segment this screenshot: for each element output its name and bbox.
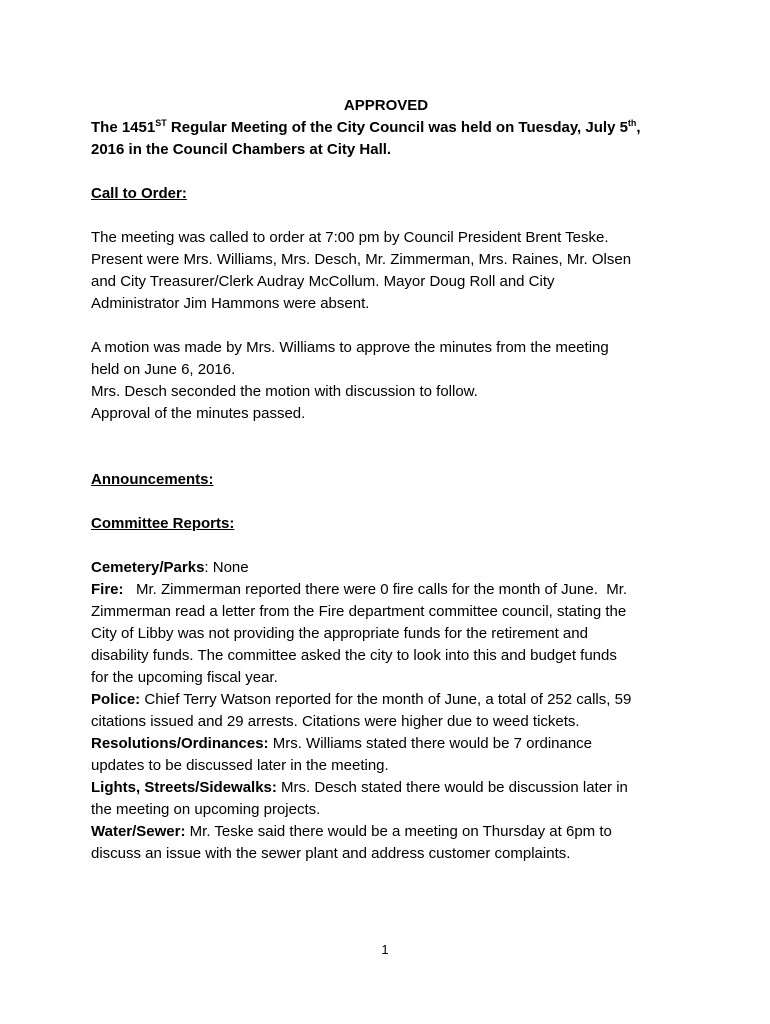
approved-heading: APPROVED xyxy=(343,97,429,114)
intro-text-a: The 1451 xyxy=(91,119,156,136)
text-line: City of Libby was not providing the appropriate funds for the retirement and xyxy=(91,625,588,642)
text-line: The meeting was called to order at 7:00 pm by Council President Brent Teske. xyxy=(91,229,609,246)
call-to-order-heading: Call to Order: xyxy=(91,185,187,202)
text-line: Mr. Teske said there would be a meeting on Thursday at 6pm to xyxy=(185,823,612,840)
text-line: for the upcoming fiscal year. xyxy=(91,669,278,686)
text-line: Mrs. Williams stated there would be 7 ordinance xyxy=(268,735,593,752)
fire-label: Fire: xyxy=(91,581,124,598)
text-line: and City Treasurer/Clerk Audray McCollum. Mayor Doug Roll and City xyxy=(91,273,555,290)
text-line: Mrs. Desch seconded the motion with discussion to follow. xyxy=(91,383,478,400)
intro-line-2: 2016 in the Council Chambers at City Hall. xyxy=(91,141,392,158)
fire-report xyxy=(91,579,691,689)
cemetery-text: : None xyxy=(204,559,249,576)
text-line: Chief Terry Watson reported for the month of June, a total of 252 calls, 59 xyxy=(140,691,632,708)
page-number: 1 xyxy=(381,942,389,957)
text-line: Zimmerman read a letter from the Fire department committee council, stating the xyxy=(91,603,627,620)
text-line: discuss an issue with the sewer plant and address customer complaints. xyxy=(91,845,571,862)
lights-label: Lights, Streets/Sidewalks: xyxy=(91,779,277,796)
document-body xyxy=(91,95,691,865)
cemetery-label: Cemetery/Parks xyxy=(91,559,205,576)
text-line: disability funds. The committee asked the city to look into this and budget funds xyxy=(91,647,617,664)
police-report xyxy=(91,689,691,733)
police-label: Police: xyxy=(91,691,141,708)
text-line: citations issued and 29 arrests. Citations were higher due to weed tickets. xyxy=(91,713,580,730)
minutes-motion-paragraph xyxy=(91,337,691,425)
intro-superscript-st: ST xyxy=(155,118,167,128)
intro-text-b: Regular Meeting of the City Council was held on Tuesday, July 5 xyxy=(166,119,628,136)
text-line: Present were Mrs. Williams, Mrs. Desch, Mr. Zimmerman, Mrs. Raines, Mr. Olsen xyxy=(91,251,632,268)
committee-reports-heading: Committee Reports: xyxy=(91,515,235,532)
text-line: Approval of the minutes passed. xyxy=(91,405,306,422)
resolutions-label: Resolutions/Ordinances: xyxy=(91,735,269,752)
water-report xyxy=(91,821,691,865)
meeting-intro xyxy=(91,117,691,161)
text-line: Mrs. Desch stated there would be discussion later in xyxy=(276,779,628,796)
text-line: Administrator Jim Hammons were absent. xyxy=(91,295,370,312)
text-line: held on June 6, 2016. xyxy=(91,361,236,378)
text-line: updates to be discussed later in the meeting. xyxy=(91,757,389,774)
lights-report xyxy=(91,777,691,821)
water-label: Water/Sewer: xyxy=(91,823,186,840)
cemetery-report xyxy=(91,557,691,579)
intro-text-c: , xyxy=(636,119,641,136)
call-to-order-paragraph xyxy=(91,227,691,315)
intro-superscript-th: th xyxy=(627,118,637,128)
text-line: the meeting on upcoming projects. xyxy=(91,801,321,818)
announcements-heading: Announcements: xyxy=(91,471,214,488)
text-line: Mr. Zimmerman reported there were 0 fire calls for the month of June. Mr. xyxy=(123,581,628,598)
resolutions-report xyxy=(91,733,691,777)
text-line: A motion was made by Mrs. Williams to approve the minutes from the meeting xyxy=(91,339,609,356)
